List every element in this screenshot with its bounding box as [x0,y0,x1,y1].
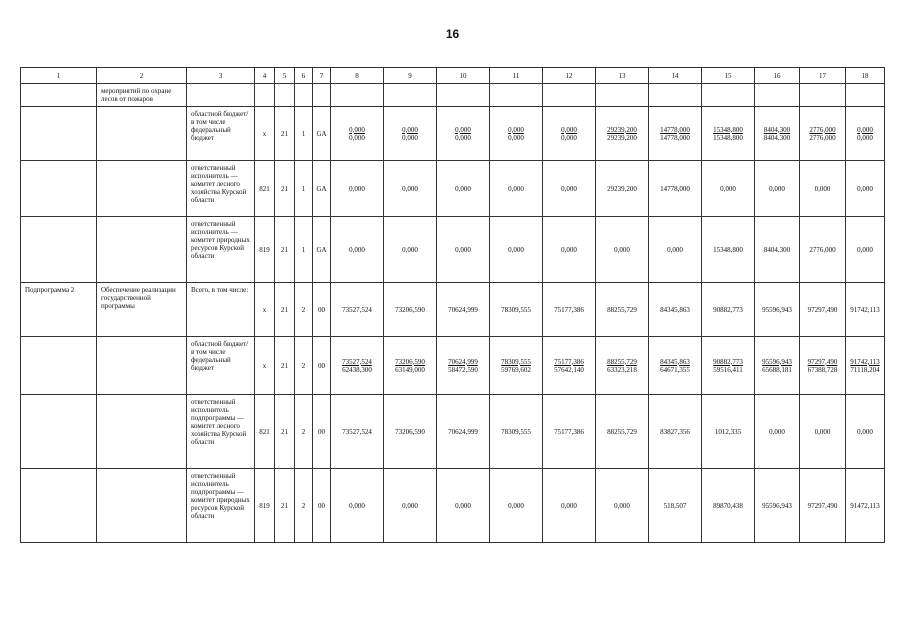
value-federal: 0,000 [402,133,418,142]
value-federal: 59769,602 [501,365,531,374]
source-cell [187,84,255,107]
value: 95596,943 [762,501,792,510]
value: 0,000 [769,184,785,193]
value-cell [702,469,755,543]
value: 1012,335 [714,427,742,436]
source-cell: ответственный исполнитель — комитет лесного хозяйства Курской области [187,161,255,217]
value: 73206,590 [395,427,425,436]
code-cell: 819 [255,469,275,543]
value-cell [755,469,800,543]
value-cell [800,107,846,161]
value: 89870,438 [713,501,743,510]
value-cell [755,283,800,337]
column-header: 1 [21,68,97,84]
name-cell [97,395,187,469]
table-row [21,469,885,543]
value-cell [596,395,649,469]
value-federal: 71118,204 [850,365,880,374]
code-cell: GA [313,217,331,283]
value-federal: 57642,140 [554,365,584,374]
value-cell [490,161,543,217]
value-regional: 84345,863 [660,357,690,366]
value-cell [543,469,596,543]
table-row [21,395,885,469]
value-federal: 59516,411 [713,365,743,374]
value-cell [543,337,596,395]
value-cell [543,283,596,337]
program-cell [21,84,97,107]
value-cell [331,337,384,395]
column-header: 15 [702,68,755,84]
value: 91472,113 [850,501,880,510]
value-federal: 0,000 [857,133,873,142]
value-regional: 75177,386 [554,357,584,366]
table-row [21,161,885,217]
value: 8404,300 [763,245,791,254]
value-cell [649,337,702,395]
value-cell [384,84,437,107]
value-cell [846,283,885,337]
code-cell: х [255,283,275,337]
value-cell [384,337,437,395]
value: 75177,386 [554,427,584,436]
value: 0,000 [508,501,524,510]
code-cell: 2 [295,395,313,469]
column-header: 7 [313,68,331,84]
value: 0,000 [402,501,418,510]
value-cell [596,161,649,217]
value: 0,000 [349,245,365,254]
value: 70624,999 [448,427,478,436]
code-cell: 00 [313,395,331,469]
value-regional: 90882,773 [713,357,743,366]
value-federal: 14778,000 [660,133,690,142]
value-cell [331,283,384,337]
value-cell [800,217,846,283]
source-cell: Всего, в том числе: [187,283,255,337]
program-cell [21,217,97,283]
page-number: 16 [445,27,460,41]
table-row [21,107,885,161]
value: 0,000 [349,501,365,510]
value-regional: 0,000 [455,125,471,134]
value-cell [649,395,702,469]
value-regional: 91742,113 [850,357,880,366]
value-cell [490,337,543,395]
value: 88255,729 [607,427,637,436]
value-cell [702,395,755,469]
value-cell [649,84,702,107]
value-cell [755,395,800,469]
code-cell [255,84,275,107]
value-cell [490,469,543,543]
value-cell [490,283,543,337]
program-cell [21,107,97,161]
value: 78309,555 [501,305,531,314]
column-header: 9 [384,68,437,84]
budget-table [20,67,885,543]
value-federal: 2776,000 [809,133,836,142]
value-cell [702,161,755,217]
value-cell [702,84,755,107]
value-cell [755,161,800,217]
value-cell [846,161,885,217]
code-cell: 821 [255,395,275,469]
value-cell [437,107,490,161]
table-row [21,84,885,107]
code-cell: 21 [275,337,295,395]
value-cell [384,395,437,469]
value-cell [384,469,437,543]
value: 0,000 [455,501,471,510]
name-cell [97,217,187,283]
value: 518,507 [663,501,687,510]
value-cell [437,395,490,469]
value-cell [846,107,885,161]
column-header: 18 [846,68,885,84]
value: 91742,113 [850,305,880,314]
code-cell: 821 [255,161,275,217]
value: 14778,000 [660,184,690,193]
value-cell [649,283,702,337]
value-cell [384,283,437,337]
code-cell [295,84,313,107]
column-header: 5 [275,68,295,84]
code-cell: 1 [295,161,313,217]
value: 0,000 [508,184,524,193]
value-cell [437,337,490,395]
value-cell [755,337,800,395]
value: 0,000 [614,245,630,254]
column-header: 13 [596,68,649,84]
value: 0,000 [614,501,630,510]
value-federal: 65688,181 [762,365,792,374]
value: 73206,590 [395,305,425,314]
value-cell [543,395,596,469]
value: 0,000 [508,245,524,254]
column-header: 12 [543,68,596,84]
code-cell: 2 [295,283,313,337]
value-federal: 63149,000 [395,365,425,374]
code-cell: 00 [313,469,331,543]
code-cell: 21 [275,217,295,283]
value-cell [596,283,649,337]
column-header: 11 [490,68,543,84]
value-cell [331,395,384,469]
value: 0,000 [455,245,471,254]
value: 0,000 [720,184,736,193]
value-federal: 63323,218 [607,365,637,374]
value-cell [490,217,543,283]
value-cell [800,84,846,107]
value-regional: 0,000 [561,125,577,134]
value-cell [702,337,755,395]
code-cell: 00 [313,283,331,337]
value-cell [384,161,437,217]
value-cell [649,107,702,161]
value-regional: 70624,999 [448,357,478,366]
value-federal: 29239,200 [607,133,637,142]
value-cell [702,283,755,337]
value: 88255,729 [607,305,637,314]
value-cell [755,84,800,107]
code-cell: 21 [275,107,295,161]
column-header: 3 [187,68,255,84]
code-cell: GA [313,161,331,217]
value: 97297,490 [807,305,838,314]
program-cell [21,337,97,395]
value-federal: 62438,300 [342,365,372,374]
value-regional: 88255,729 [607,357,637,366]
program-cell [21,395,97,469]
value-cell [596,107,649,161]
value: 73527,524 [342,305,372,314]
value-federal: 0,000 [561,133,577,142]
value-regional: 73206,590 [395,357,425,366]
code-cell: х [255,107,275,161]
value-regional: 95596,943 [762,357,792,366]
value: 0,000 [561,501,577,510]
value-cell [437,217,490,283]
value: 83827,356 [660,427,690,436]
value: 0,000 [402,245,418,254]
value-cell [543,161,596,217]
value-regional: 29239,200 [607,125,637,134]
value-cell [490,107,543,161]
code-cell: 21 [275,469,295,543]
value-cell [800,469,846,543]
value-federal: 8404,300 [763,133,791,142]
value-cell [543,84,596,107]
value-federal: 0,000 [455,133,471,142]
value: 29239,200 [607,184,637,193]
value: 0,000 [857,245,873,254]
name-cell [97,107,187,161]
value-cell [702,217,755,283]
value-cell [596,469,649,543]
source-cell: областной бюджет/в том числе федеральный бюджет [187,107,255,161]
code-cell: 21 [275,395,295,469]
name-cell [97,469,187,543]
value-regional: 15348,800 [713,125,743,134]
code-cell: 21 [275,161,295,217]
source-cell: областной бюджет/в том числе федеральный бюджет [187,337,255,395]
table-row [21,337,885,395]
value-cell [596,217,649,283]
value-cell [649,161,702,217]
value-cell [543,107,596,161]
value-cell [331,84,384,107]
value: 0,000 [769,427,785,436]
value-cell [846,217,885,283]
column-header: 2 [97,68,187,84]
value-cell [755,107,800,161]
value-regional: 0,000 [857,125,873,134]
value: 84345,863 [660,305,690,314]
value-cell [596,84,649,107]
value-cell [437,469,490,543]
value-cell [437,283,490,337]
value-regional: 97297,490 [807,357,838,366]
name-cell: мероприятий по охране лесов от пожаров [97,84,187,107]
column-header: 17 [800,68,846,84]
code-cell: 2 [295,337,313,395]
code-cell [313,84,331,107]
code-cell: 00 [313,337,331,395]
value-cell [800,283,846,337]
value: 75177,386 [554,305,584,314]
value-cell [596,337,649,395]
value: 2776,000 [809,245,836,254]
value-cell [800,161,846,217]
value-cell [437,161,490,217]
value-regional: 14778,000 [660,125,690,134]
value-federal: 64671,355 [660,365,690,374]
value-regional: 73527,524 [342,357,372,366]
value-regional: 78309,555 [501,357,531,366]
value-regional: 2776,000 [809,125,836,134]
value-federal: 15348,800 [713,133,743,142]
value-cell [649,469,702,543]
column-header: 16 [755,68,800,84]
name-cell: Обеспечение реализации государственной программы [97,283,187,337]
value-cell [846,337,885,395]
value-federal: 67388,728 [807,365,838,374]
value-regional: 8404,300 [763,125,791,134]
code-cell [275,84,295,107]
value: 0,000 [561,184,577,193]
code-cell: 21 [275,283,295,337]
value: 0,000 [814,427,831,436]
value-cell [331,107,384,161]
code-cell: 1 [295,217,313,283]
value: 0,000 [349,184,365,193]
column-header: 14 [649,68,702,84]
value-cell [384,217,437,283]
value-cell [649,217,702,283]
column-header: 6 [295,68,313,84]
value: 73527,524 [342,427,372,436]
column-header: 10 [437,68,490,84]
value: 78309,555 [501,427,531,436]
value-regional: 0,000 [402,125,418,134]
value-cell [846,84,885,107]
source-cell: ответственный исполнитель — комитет природных ресурсов Курской области [187,217,255,283]
value-federal: 0,000 [508,133,524,142]
program-cell [21,161,97,217]
value: 70624,999 [448,305,478,314]
value: 90882,773 [713,305,743,314]
column-header: 8 [331,68,384,84]
value: 0,000 [857,427,873,436]
value-cell [702,107,755,161]
code-cell: GA [313,107,331,161]
value-regional: 0,000 [508,125,524,134]
value-cell [490,395,543,469]
value: 0,000 [667,245,683,254]
value: 0,000 [857,184,873,193]
value: 0,000 [561,245,577,254]
value-regional: 0,000 [349,125,365,134]
value-cell [846,395,885,469]
table-row [21,217,885,283]
code-cell: 2 [295,469,313,543]
value-cell [331,161,384,217]
value-federal: 0,000 [349,133,365,142]
code-cell: 1 [295,107,313,161]
value-cell [384,107,437,161]
name-cell [97,161,187,217]
table-row [21,283,885,337]
value-cell [846,469,885,543]
value-cell [800,395,846,469]
value-cell [755,217,800,283]
value-cell [490,84,543,107]
source-cell: ответственный исполнитель подпрограммы — комитет природных ресурсов Курской области [187,469,255,543]
column-header: 4 [255,68,275,84]
value: 0,000 [455,184,471,193]
value: 15348,800 [713,245,743,254]
value: 95596,943 [762,305,792,314]
value-cell [800,337,846,395]
code-cell: х [255,337,275,395]
code-cell: 819 [255,217,275,283]
table-header-row [21,68,885,84]
value: 0,000 [402,184,418,193]
value: 0,000 [814,184,831,193]
source-cell: ответственный исполнитель подпрограммы — комитет лесного хозяйства Курской области [187,395,255,469]
value-cell [437,84,490,107]
program-cell: Подпрограмма 2 [21,283,97,337]
value-cell [331,469,384,543]
value-cell [331,217,384,283]
name-cell [97,337,187,395]
value-federal: 58472,590 [448,365,478,374]
value: 97297,490 [807,501,838,510]
value-cell [543,217,596,283]
program-cell [21,469,97,543]
